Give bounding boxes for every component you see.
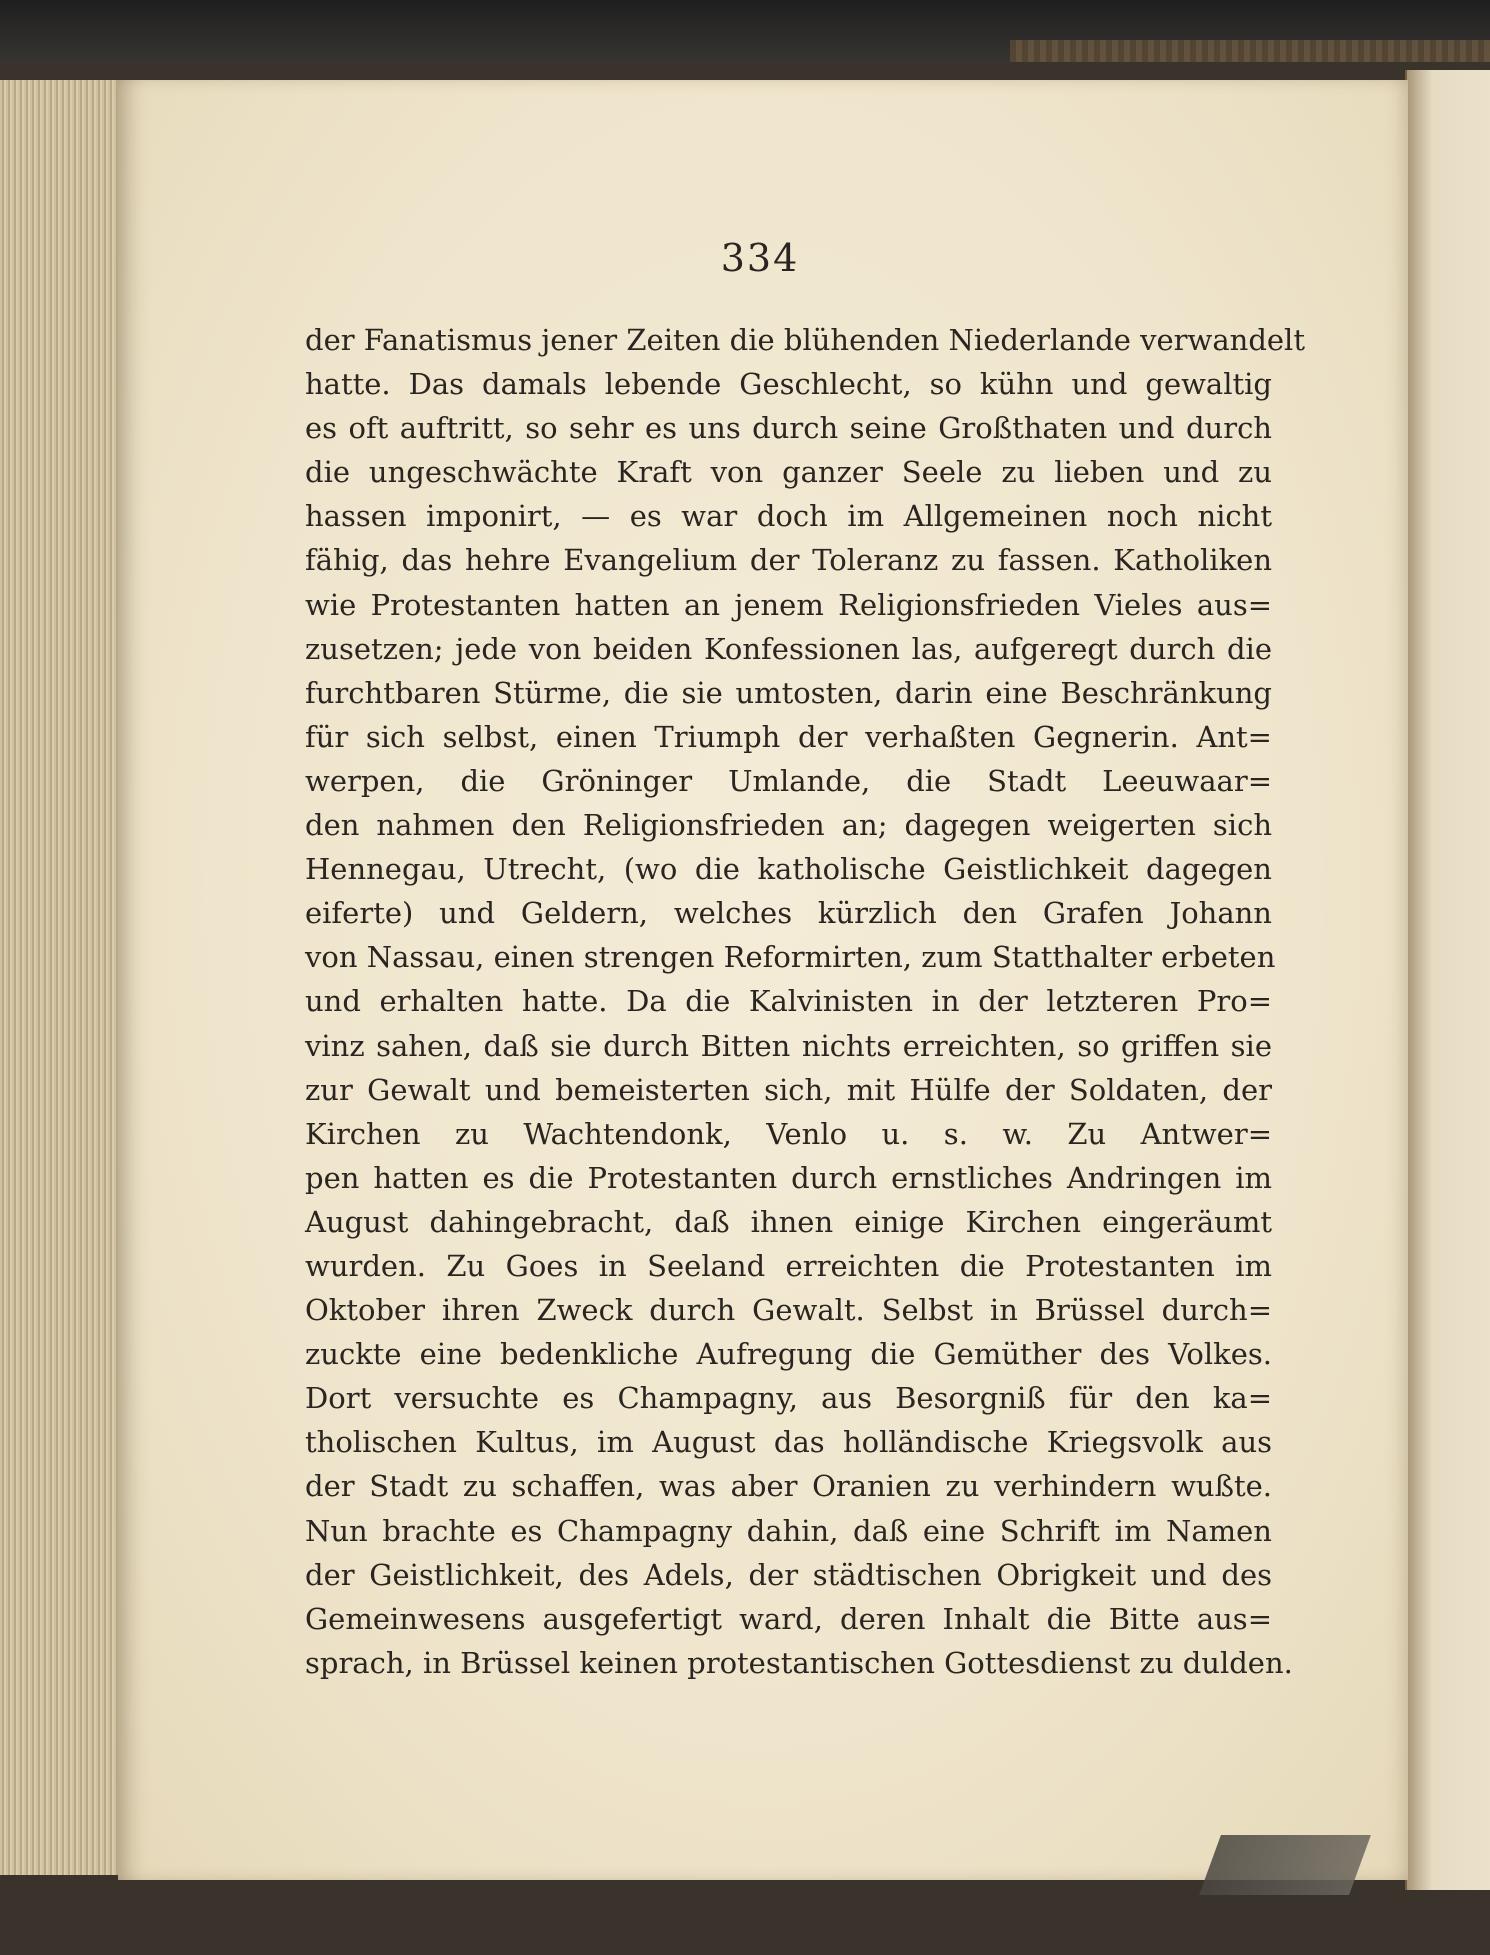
text-line: tholischen Kultus, im August das holländische Kriegsvolk aus (305, 1425, 1272, 1460)
text-line: furchtbaren Stürme, die sie umtosten, darin eine Beschränkung (305, 675, 1272, 710)
text-line: der Fanatismus jener Zeiten die blühenden Niederlande verwandelt (305, 323, 1305, 357)
text-line: Gemeinwesens ausgefertigt ward, deren Inhalt die Bitte aus= (305, 1601, 1272, 1636)
text-line: hassen imponirt, — es war doch im Allgemeinen noch nicht (305, 499, 1272, 534)
text-line: vinz sahen, daß sie durch Bitten nichts erreichten, so griffen sie (305, 1028, 1272, 1063)
text-line: Hennegau, Utrecht, (wo die katholische Geistlichkeit dagegen (305, 852, 1272, 887)
text-line: von Nassau, einen strengen Reformirten, zum Statthalter erbeten (305, 940, 1276, 975)
text-line: wie Protestanten hatten an jenem Religionsfrieden Vieles aus= (305, 587, 1272, 622)
text-line: zusetzen; jede von beiden Konfessionen las, aufgeregt durch die (305, 631, 1272, 666)
text-line: fähig, das hehre Evangelium der Toleranz zu fassen. Katholiken (305, 543, 1272, 578)
text-line: Dort versuchte es Champagny, aus Besorgniß für den ka= (305, 1381, 1272, 1416)
book-cover-top (0, 0, 1490, 70)
text-line: es oft auftritt, so sehr es uns durch seine Großthaten und durch (305, 411, 1272, 446)
text-line: zur Gewalt und bemeisterten sich, mit Hülfe der Soldaten, der (305, 1072, 1272, 1107)
text-line: für sich selbst, einen Triumph der verhaßten Gegnerin. Ant= (305, 719, 1272, 754)
text-line: Nun brachte es Champagny dahin, daß eine Schrift im Namen (305, 1513, 1272, 1548)
text-line: die ungeschwächte Kraft von ganzer Seele zu lieben und zu (305, 455, 1272, 490)
text-line: pen hatten es die Protestanten durch ernstliches Andringen im (305, 1160, 1272, 1195)
text-line: August dahingebracht, daß ihnen einige Kirchen eingeräumt (305, 1204, 1272, 1239)
bookmark-ribbon (1199, 1835, 1371, 1895)
text-line: zuckte eine bedenkliche Aufregung die Gemüther des Volkes. (305, 1337, 1272, 1372)
text-line: der Geistlichkeit, des Adels, der städtischen Obrigkeit und des (305, 1557, 1272, 1592)
page-number: 334 (720, 236, 800, 280)
text-line: Oktober ihren Zweck durch Gewalt. Selbst in Brüssel durch= (305, 1293, 1272, 1328)
facing-page-edge (1405, 70, 1490, 1890)
text-line: werpen, die Gröninger Umlande, die Stadt Leeuwaar= (305, 763, 1272, 798)
text-line: den nahmen den Religionsfrieden an; dagegen weigerten sich (305, 808, 1272, 843)
page-edges (0, 80, 134, 1875)
text-line: eiferte) und Geldern, welches kürzlich den Grafen Johann (305, 896, 1272, 931)
body-text (305, 318, 1305, 1685)
text-line: der Stadt zu schaffen, was aber Oranien zu verhindern wußte. (305, 1469, 1272, 1504)
text-line: Kirchen zu Wachtendonk, Venlo u. s. w. Zu Antwer= (305, 1116, 1272, 1151)
text-line: wurden. Zu Goes in Seeland erreichten die Protestanten im (305, 1248, 1272, 1283)
text-line: sprach, in Brüssel keinen protestantischen Gottesdienst zu dulden. (305, 1645, 1293, 1680)
text-line: und erhalten hatte. Da die Kalvinisten in der letzteren Pro= (305, 984, 1272, 1019)
text-line: hatte. Das damals lebende Geschlecht, so kühn und gewaltig (305, 367, 1272, 402)
